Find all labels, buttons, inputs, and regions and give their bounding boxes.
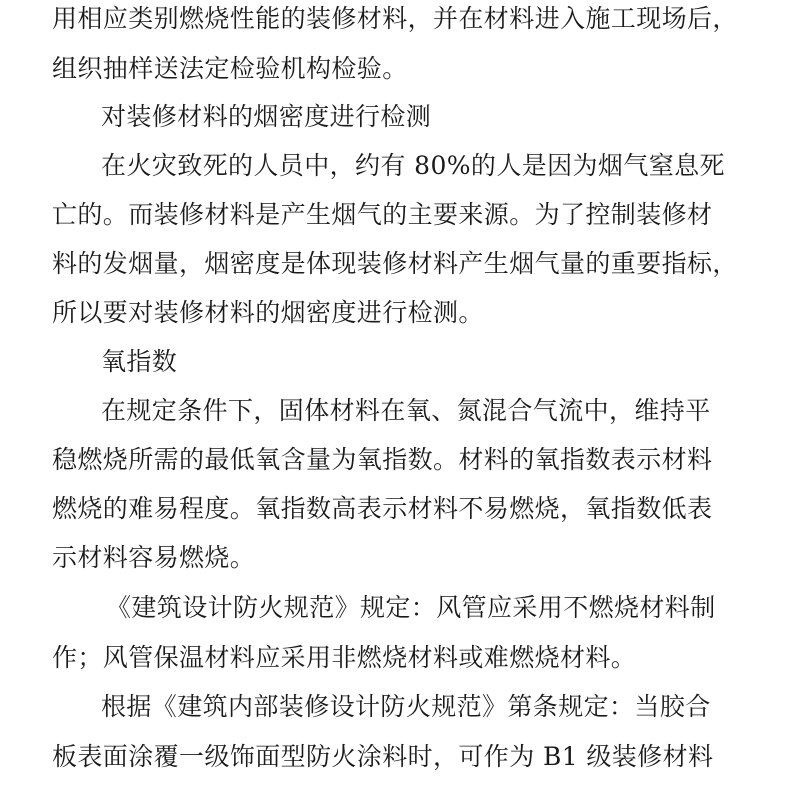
paragraph-line: 稳燃烧所需的最低氧含量为氧指数。材料的氧指数表示材料: [52, 445, 713, 474]
paragraph-line: 组织抽样送法定检验机构检验。: [52, 54, 408, 83]
paragraph-line: 根据《建筑内部装修设计防火规范》第条规定：当胶合: [101, 692, 711, 721]
paragraph-line: 燃烧的难易程度。氧指数高表示材料不易燃烧，氧指数低表: [52, 494, 713, 523]
section-heading: 氧指数: [101, 347, 178, 376]
paragraph-line: 所以要对装修材料的烟密度进行检测。: [52, 298, 484, 327]
paragraph-line: 在规定条件下，固体材料在氧、氮混合气流中，维持平: [101, 396, 711, 425]
paragraph-line: 料的发烟量，烟密度是体现装修材料产生烟气量的重要指标，: [52, 249, 738, 278]
paragraph-line: 示材料容易燃烧。: [52, 543, 256, 572]
paragraph-line: 在火灾致死的人员中，约有 80%的人是因为烟气窒息死: [101, 151, 725, 180]
section-heading: 对装修材料的烟密度进行检测: [101, 102, 432, 131]
paragraph-line: 亡的。而装修材料是产生烟气的主要来源。为了控制装修材: [52, 200, 713, 229]
paragraph-line: 用相应类别燃烧性能的装修材料，并在材料进入施工现场后，: [52, 4, 738, 33]
paragraph-line: 《建筑设计防火规范》规定：风管应采用不燃烧材料制: [106, 593, 716, 622]
paragraph-line: 板表面涂覆一级饰面型防火涂料时，可作为 B1 级装修材料: [52, 742, 714, 771]
paragraph-line: 作；风管保温材料应采用非燃烧材料或难燃烧材料。: [52, 643, 637, 672]
